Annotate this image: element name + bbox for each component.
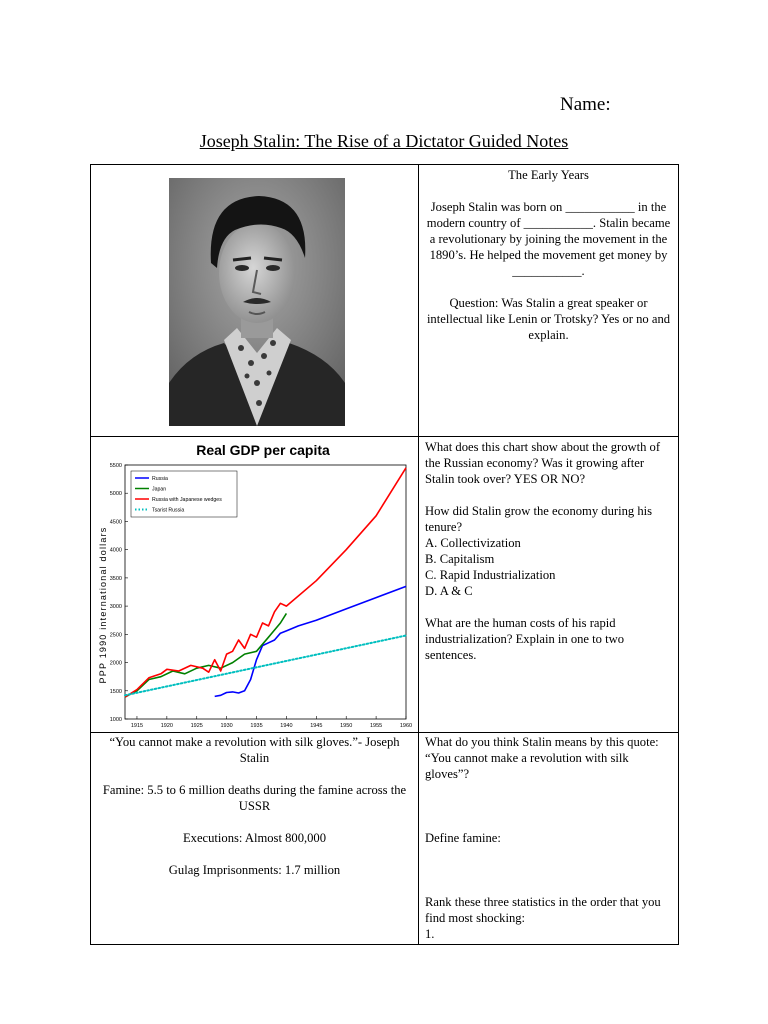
- stats-cell: [91, 733, 419, 945]
- chart-y-axis-label: PPP 1990 international dollars: [98, 526, 108, 684]
- y-tick-label: 5500: [109, 463, 122, 469]
- x-tick-label: 1960: [399, 723, 413, 729]
- legend-label: Russia with Japanese wedges: [152, 497, 222, 503]
- x-tick-label: 1930: [220, 723, 233, 729]
- name-label: Name:: [560, 94, 611, 115]
- y-tick-label: 2500: [109, 632, 122, 639]
- y-tick-label: 5000: [109, 491, 122, 498]
- quote-questions-cell: [419, 733, 679, 945]
- early-years-row: [91, 165, 679, 437]
- x-tick-label: 1950: [340, 723, 353, 729]
- economy-question-2: How did Stalin grow the economy during his tenure?: [425, 504, 653, 534]
- notes-table: [90, 164, 679, 945]
- document-title: Joseph Stalin: The Rise of a Dictator Guided Notes: [199, 131, 569, 151]
- y-tick-label: 4500: [109, 519, 122, 526]
- economy-questions-cell: [419, 437, 679, 733]
- gdp-chart: [91, 437, 419, 732]
- chart-legend: [131, 471, 237, 517]
- chart-cell: [91, 437, 419, 733]
- early-years-question: Question: Was Stalin a great speaker or intellectual like Lenin or Trotsky? Yes or no and explain.: [426, 296, 671, 342]
- y-tick-label: 2000: [109, 660, 122, 667]
- option-a: A. Collectivization: [425, 536, 521, 550]
- legend-label: Tsarist Russia: [152, 507, 185, 514]
- early-years-heading: The Early Years: [508, 168, 589, 182]
- famine-stat: Famine: 5.5 to 6 million deaths during the famine across the USSR: [102, 783, 407, 813]
- option-d: D. A & C: [425, 584, 473, 598]
- human-cost-row: [91, 733, 679, 945]
- stalin-quote: “You cannot make a revolution with silk gloves.”- Joseph Stalin: [109, 735, 400, 765]
- y-tick-label: 1000: [109, 717, 122, 723]
- legend-label: Russia: [152, 476, 168, 482]
- economy-question-3: What are the human costs of his rapid industrialization? Explain in one to two sentences.: [425, 616, 625, 662]
- legend-label: Japan: [152, 486, 167, 493]
- economy-question-1: What does this chart show about the growth of the Russian economy? Was it growing after Stalin took over? YES OR NO?: [425, 440, 661, 486]
- x-tick-label: 1945: [310, 723, 323, 729]
- chart-title: Real GDP per capita: [196, 442, 330, 458]
- y-tick-label: 1500: [109, 688, 122, 695]
- x-tick-label: 1920: [160, 723, 173, 729]
- option-b: B. Capitalism: [425, 552, 495, 566]
- y-tick-label: 3000: [109, 604, 122, 611]
- x-tick-label: 1955: [369, 723, 383, 729]
- y-tick-label: 3500: [109, 575, 122, 582]
- rank-stats-prompt: Rank these three statistics in the order that you find most shocking:: [425, 895, 661, 925]
- x-tick-label: 1915: [130, 723, 144, 729]
- quote-question: What do you think Stalin means by this quote: “You cannot make a revolution with silk gloves”?: [425, 735, 659, 781]
- option-c: C. Rapid Industrialization: [425, 568, 556, 582]
- executions-stat: Executions: Almost 800,000: [182, 831, 327, 845]
- rank-item-1: 1.: [425, 927, 435, 941]
- economy-row: [91, 437, 679, 733]
- y-tick-label: 4000: [109, 547, 122, 554]
- define-famine-prompt: Define famine:: [425, 831, 501, 845]
- x-tick-label: 1940: [280, 723, 293, 729]
- early-years-paragraph: Joseph Stalin was born on ___________ in the modern country of ___________. Stalin became a revolutionary by joining the movement in the 1890’s. He helped the movement get money by ___________.: [426, 200, 671, 278]
- x-tick-label: 1925: [190, 723, 203, 729]
- gulag-stat: Gulag Imprisonments: 1.7 million: [168, 863, 341, 877]
- early-years-cell: [419, 165, 679, 437]
- portrait-cell: [91, 165, 419, 437]
- x-tick-label: 1935: [250, 723, 263, 729]
- stalin-portrait-photo: [169, 178, 345, 426]
